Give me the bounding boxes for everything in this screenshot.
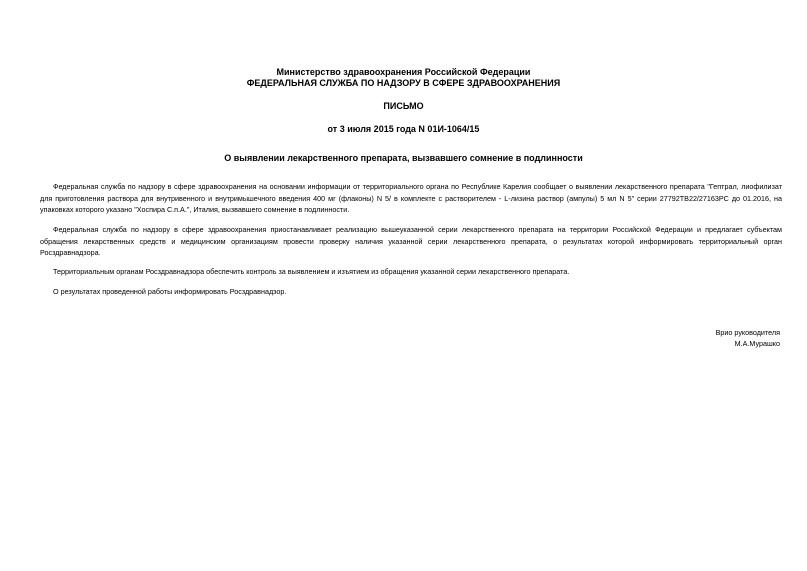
paragraph-1 bbox=[40, 181, 782, 216]
document-date-number: от 3 июля 2015 года N 01И-1064/15 bbox=[327, 124, 480, 134]
paragraph-2-line-3: Росздравнадзора. bbox=[40, 248, 101, 257]
signatory-name: М.А.Мурашко bbox=[734, 339, 780, 348]
signatory-title: Врио руководителя bbox=[715, 328, 780, 337]
service-heading: ФЕДЕРАЛЬНАЯ СЛУЖБА ПО НАДЗОРУ В СФЕРЕ ЗДРАВООХРАНЕНИЯ bbox=[246, 78, 561, 88]
paragraph-1-line-1: Федеральная служба по надзору в сфере здравоохранения на основании информации от территориального органа по Республике Карелия сообщает о выявлении лекарственного препарата "Гептрал, лиофилизат bbox=[53, 182, 782, 191]
ministry-heading: Министерство здравоохранения Российской Федерации bbox=[276, 67, 531, 77]
document-type: ПИСЬМО bbox=[383, 101, 424, 111]
paragraph-4-text: О результатах проведенной работы информировать Росздравнадзор. bbox=[53, 287, 287, 296]
paragraph-1-line-3: упаковках которого указано "Хоспира С.п.А.", Италия, вызвавшего сомнение в подлинности. bbox=[40, 205, 350, 214]
paragraph-1-line-2: для приготовления раствора для внутривенного и внутримышечного введения 400 мг (флаконы) N 5/ в комплекте с растворителем - L-лизина раствор (ампулы) 5 мл N 5" серии 27792ТВ22/27163РС до 01.2016, на bbox=[40, 193, 782, 203]
paragraph-2-line-2: обращения лекарственных средств и медицинским организациям провести проверку наличия указанной серии лекарственного препарата, о результатах которой информировать территориальный орган bbox=[40, 236, 782, 246]
paragraph-3-text: Территориальным органам Росздравнадзора обеспечить контроль за выявлением и изъятием из обращения указанной серии лекарственного препарата. bbox=[53, 267, 570, 276]
paragraph-4 bbox=[40, 286, 782, 298]
paragraph-3 bbox=[40, 266, 782, 278]
document-subject: О выявлении лекарственного препарата, вызвавшего сомнение в подлинности bbox=[224, 153, 583, 163]
paragraph-2 bbox=[40, 224, 782, 259]
paragraph-2-line-1: Федеральная служба по надзору в сфере здравоохранения приостанавливает реализацию вышеуказанной серии лекарственного препарата на территории Российской Федерации и предлагает субъектам bbox=[53, 225, 782, 234]
